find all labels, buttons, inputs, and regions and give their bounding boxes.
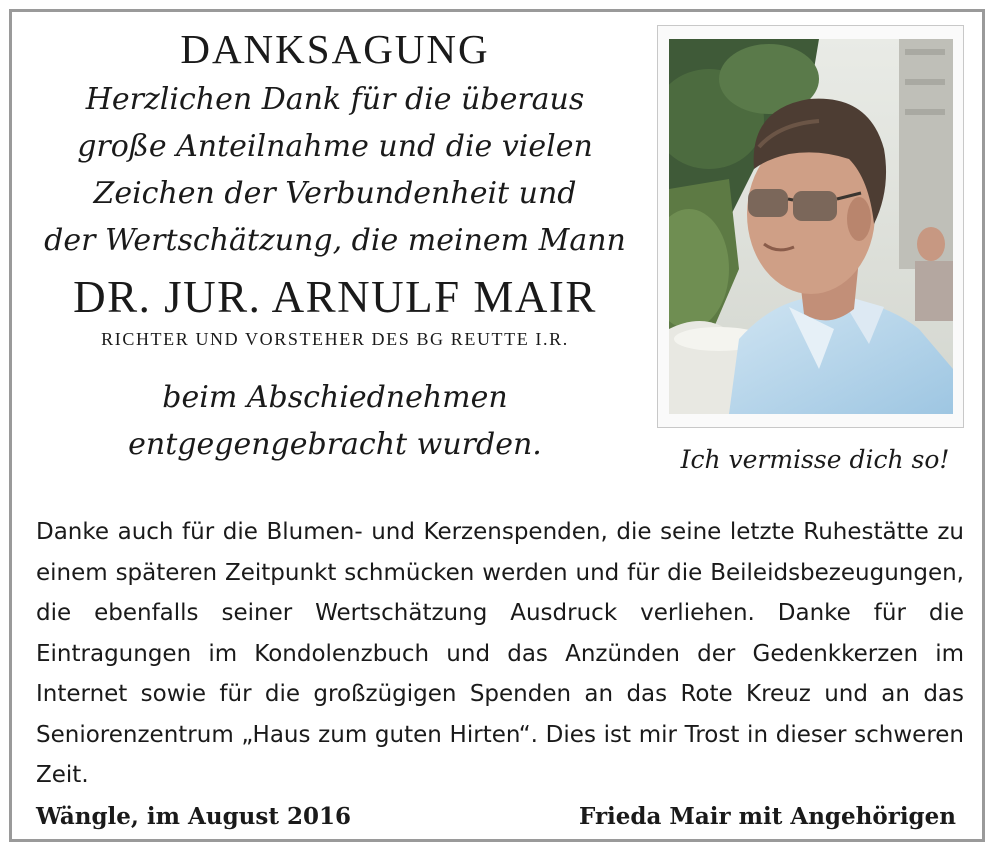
closing-line-1: beim Abschiednehmen — [162, 380, 508, 415]
portrait-photo — [669, 39, 953, 414]
intro-line-1: Herzlichen Dank für die überaus — [85, 82, 585, 117]
portrait-frame — [657, 25, 964, 428]
photo-caption: Ich vermisse dich so! — [680, 445, 950, 474]
deceased-name: DR. JUR. ARNULF MAIR — [73, 272, 597, 322]
notice-title: DANKSAGUNG — [180, 26, 490, 72]
place-and-date: Wängle, im August 2016 — [36, 803, 351, 830]
notice-header — [30, 22, 640, 468]
intro-line-2: große Anteilnahme und die vielen — [77, 129, 593, 164]
intro-line-3: Zeichen der Verbundenheit und — [93, 176, 577, 211]
deceased-title: RICHTER UND VORSTEHER DES BG REUTTE I.R. — [101, 329, 569, 349]
closing-line-2: entgegengebracht wurden. — [128, 427, 542, 462]
portrait-illustration — [669, 39, 953, 414]
signature: Frieda Mair mit Angehörigen — [579, 803, 956, 830]
intro-line-4: der Wertschätzung, die meinem Mann — [44, 223, 626, 258]
thank-you-body: Danke auch für die Blumen- und Kerzenspenden, die seine letzte Ruhestätte zu einem späteren Zeitpunkt schmücken werden und für die Beileidsbezeugungen, die ebenfalls seiner Wertschätzung Ausdruck verliehen. Danke für die Eintragungen im Kondolenzbuch und das Anzünden der Gedenkkerzen im Internet sowie für die großzügigen Spenden an das Rote Kreuz und an das Seniorenzentrum „Haus zum guten Hirten“. Dies ist mir Trost in dieser schweren Zeit. — [36, 519, 964, 788]
